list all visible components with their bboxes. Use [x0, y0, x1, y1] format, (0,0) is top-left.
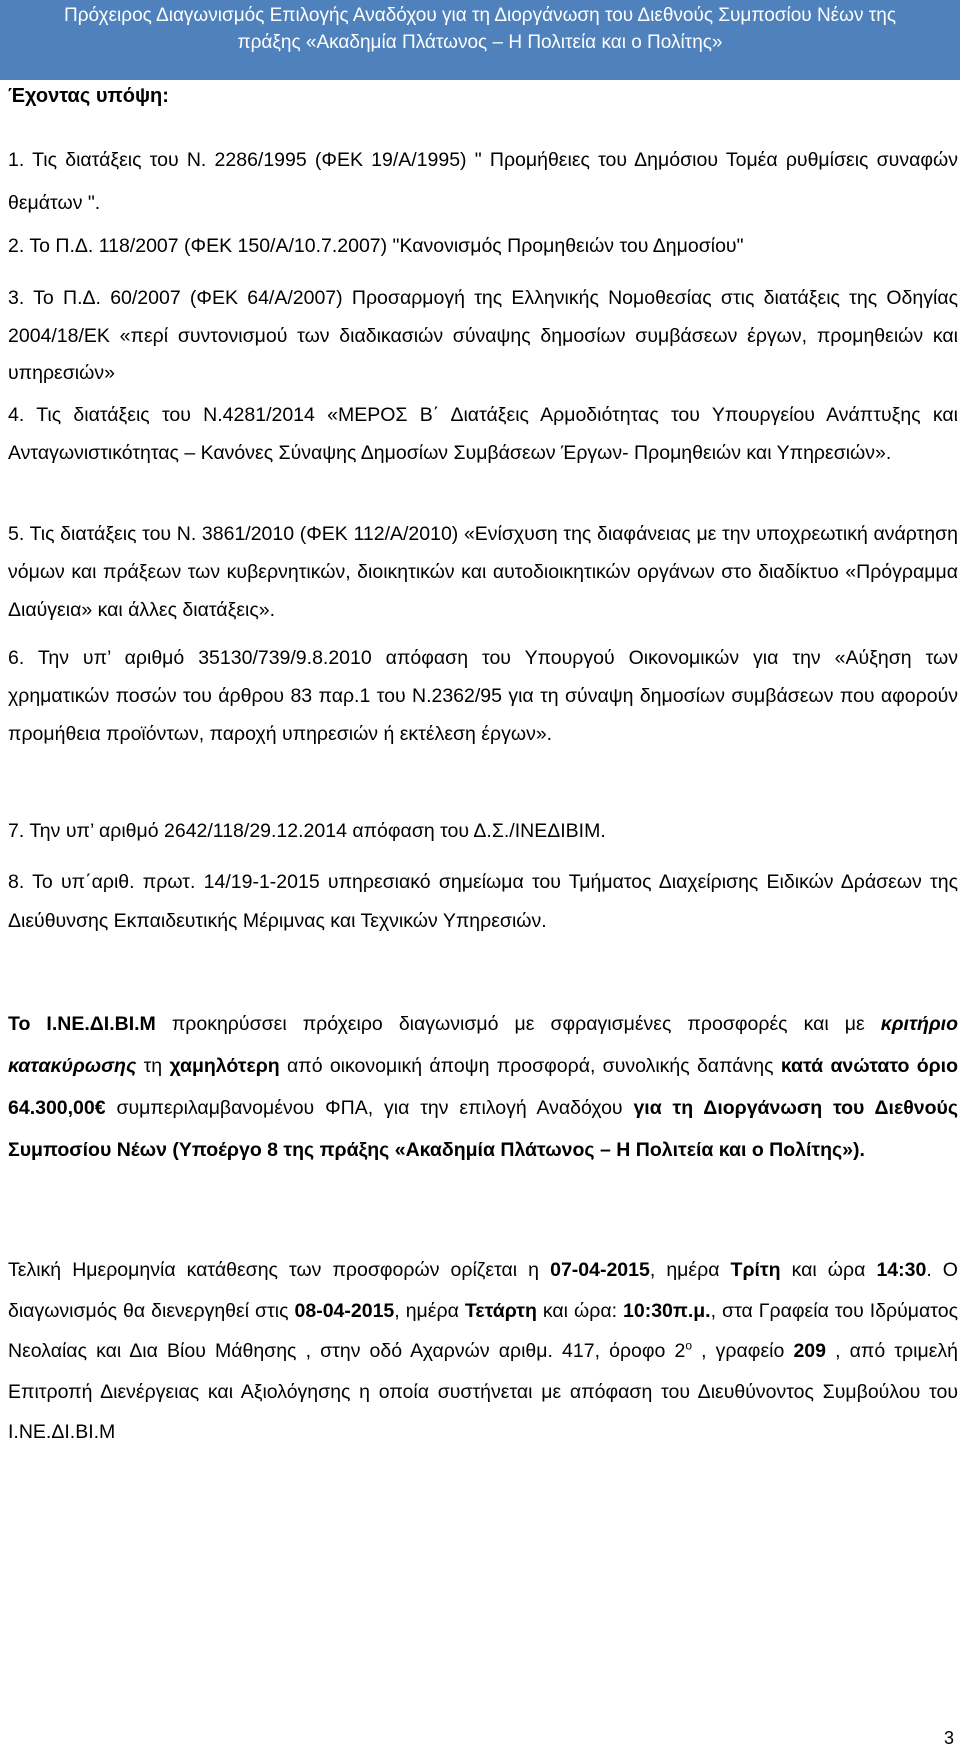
organization-name: Το Ι.ΝΕ.ΔΙ.ΒΙ.Μ — [8, 1013, 156, 1035]
tender-date: 08-04-2015 — [294, 1299, 395, 1322]
list-item-7: 7. Την υπ’ αριθμό 2642/118/29.12.2014 απόφαση του Δ.Σ./ΙΝΕΔΙΒΙΜ. — [8, 820, 606, 842]
submission-day: Τρίτη — [730, 1259, 781, 1281]
list-item-2: 2. Το Π.Δ. 118/2007 (ΦΕΚ 150/Α/10.7.2007) "Κανονισμός Προμηθειών του Δημοσίου" — [8, 235, 744, 257]
list-item-5: 5. Τις διατάξεις του Ν. 3861/2010 (ΦΕΚ 112/Α/2010) «Ενίσχυση της διαφάνειας με την υποχρεωτική ανάρτηση νόμων και πράξεων των κυβερνητικών, διοικητικών και αυτοδιοικητικών οργάνων στο διαδίκτυο «Πρόγραμμα Διαύγεια» και άλλες διατάξεις». — [8, 523, 958, 621]
floor-superscript: ο — [685, 1338, 693, 1353]
tender-day: Τετάρτη — [464, 1299, 537, 1322]
tender-time: 10:30π.μ. — [623, 1299, 711, 1322]
header-line-2: πράξης «Ακαδημία Πλάτωνος – Η Πολιτεία και ο Πολίτης» — [237, 32, 723, 53]
tender-purpose: για τη Διοργάνωση του Διεθνούς Συμποσίου Νέων (Υποέργο 8 της πράξης «Ακαδημία Πλάτωνος – Η Πολιτεία και ο Πολίτης»). — [8, 1097, 959, 1161]
list-item-4: 4. Τις διατάξεις του Ν.4281/2014 «ΜΕΡΟΣ Β΄ Διατάξεις Αρμοδιότητας του Υπουργείου Ανάπτυξης και Ανταγωνιστικότητας – Κανόνες Σύναψης Δημοσίων Συμβάσεων Έργων- Προμηθειών και Υπηρεσιών». — [8, 404, 958, 464]
document-header — [0, 0, 960, 80]
office-number: 209 — [793, 1340, 826, 1362]
lowest-offer: χαμηλότερη — [169, 1055, 280, 1077]
section-heading: Έχοντας υπόψη: — [8, 85, 169, 107]
list-item-1: 1. Τις διατάξεις του Ν. 2286/1995 (ΦΕΚ 19/Α/1995) " Προμήθειες του Δημόσιου Τομέα ρυθμίσεις συναφών θεμάτων ". — [8, 149, 958, 214]
deadline-paragraph: Τελική Ημερομηνία κατάθεσης των προσφορών ορίζεται η 07-04-2015, ημέρα Τρίτη και ώρα 14:30. Ο διαγωνισμός θα διενεργηθεί στις 08-04-2015, ημέρα Τετάρτη και ώρα: 10:30π.μ., στα Γραφεία του Ιδρύματος Νεολαίας και Δια Βίου Μάθησης , στην οδό Αχαρνών αριθμ. 417, όροφο $2^o$ , γραφείο 209 , από τριμελή Επιτροπή Διενέργειας και Αξιολόγησης η οποία συστήνεται με απόφαση του Διευθύνοντος Συμβούλου του Ι.ΝΕ.ΔΙ.ΒΙ.Μ — [8, 1259, 958, 1443]
page-number: 3 — [943, 1728, 954, 1748]
max-budget: κατά ανώτατο όριο 64.300,00€ — [8, 1055, 959, 1119]
list-item-8: 8. Το υπ΄αριθ. πρωτ. 14/19-1-2015 υπηρεσιακό σημείωμα του Τμήματος Διαχείρισης Ειδικών Δράσεων της Διεύθυνσης Εκπαιδευτικής Μέριμνας και Τεχνικών Υπηρεσιών. — [8, 871, 958, 932]
award-criterion: κριτήριο κατακύρωσης — [8, 1013, 958, 1077]
list-item-3: 3. Το Π.Δ. 60/2007 (ΦΕΚ 64/Α/2007) Προσαρμογή της Ελληνικής Νομοθεσίας στις διατάξεις της Οδηγίας 2004/18/ΕΚ «περί συντονισμού των διαδικασιών σύναψης δημοσίων συμβάσεων έργων, προμηθειών και υπηρεσιών» — [8, 287, 958, 384]
list-item-6: 6. Την υπ’ αριθμό 35130/739/9.8.2010 απόφαση του Υπουργού Οικονομικών για την «Αύξηση των χρηματικών ποσών του άρθρου 83 παρ.1 του Ν.2362/95 για τη σύναψη δημοσίων συμβάσεων που αφορούν προμήθεια προϊόντων, παροχή υπηρεσιών ή εκτέλεση έργων». — [8, 647, 958, 745]
submission-time: 14:30 — [876, 1259, 927, 1281]
tender-paragraph: Το Ι.ΝΕ.ΔΙ.ΒΙ.Μ προκηρύσσει πρόχειρο διαγωνισμό με σφραγισμένες προσφορές και με κριτήριο κατακύρωσης τη χαμηλότερη από οικονομική άποψη προσφορά, συνολικής δαπάνης κατά ανώτατο όριο 64.300,00€ συμπεριλαμβανομένου ΦΠΑ, για την επιλογή Αναδόχου για τη Διοργάνωση του Διεθνούς Συμποσίου Νέων (Υποέργο 8 της πράξης «Ακαδημία Πλάτωνος – Η Πολιτεία και ο Πολίτης»). — [8, 1013, 959, 1161]
header-line-1: Πρόχειρος Διαγωνισμός Επιλογής Αναδόχου για τη Διοργάνωση του Διεθνούς Συμποσίου Νέων της — [64, 5, 896, 26]
submission-date: 07-04-2015 — [550, 1259, 650, 1281]
